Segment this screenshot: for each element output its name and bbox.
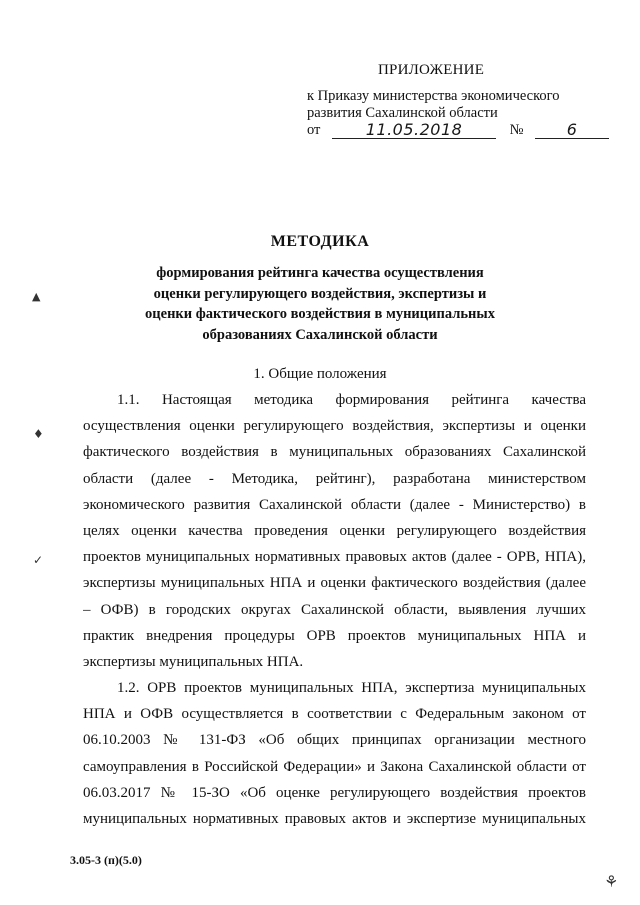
paragraph-line: экспертизы муниципальных НПА и оценки фактического воздействия (далее bbox=[83, 575, 586, 592]
paragraph-line: 06.03.2017 № 15-ЗО «Об оценке регулирующего воздействия проектов bbox=[83, 784, 586, 801]
subtitle-line-4: образованиях Сахалинской области bbox=[202, 326, 438, 343]
paragraph-line: 06.10.2003 № 131-ФЗ «Об общих принципах организации местного bbox=[83, 732, 586, 749]
paragraph-line: экономического развития Сахалинской области (далее - Министерство) в bbox=[83, 496, 586, 513]
subtitle-line-1: формирования рейтинга качества осуществления bbox=[156, 265, 484, 281]
paragraph-line: осуществления оценки регулирующего воздействия, экспертизы и оценки bbox=[83, 418, 586, 435]
paragraph-line: муниципальных нормативных правовых актов и экспертизе муниципальных bbox=[83, 810, 586, 827]
paragraph-1-2 bbox=[83, 675, 586, 832]
subtitle-line-3: оценки фактического воздействия в муниципальных bbox=[145, 306, 495, 322]
margin-mark: ♦ bbox=[33, 427, 44, 441]
paragraph-line: проектов муниципальных нормативных правовых актов (далее - ОРВ, НПА), bbox=[83, 549, 586, 566]
appendix-title: ПРИЛОЖЕНИЕ bbox=[378, 62, 485, 78]
order-date-row bbox=[307, 122, 609, 139]
document-subtitle bbox=[0, 263, 640, 345]
form-code: 3.05-3 (п)(5.0) bbox=[70, 853, 142, 867]
section-heading: 1. Общие положения bbox=[253, 366, 387, 382]
paragraph-1-1 bbox=[83, 387, 586, 675]
paragraph-line: практик внедрения процедуры ОРВ проектов муниципальных НПА и bbox=[83, 627, 586, 644]
document-title: МЕТОДИКА bbox=[270, 233, 370, 250]
number-field bbox=[535, 122, 609, 139]
date-field bbox=[332, 122, 496, 139]
paragraph-line: 1.1. Настоящая методика формирования рейтинга качества bbox=[117, 392, 586, 408]
appendix-line-1: к Приказу министерства экономического bbox=[307, 88, 560, 104]
paragraph-line: целях оценки качества проведения оценки регулирующего воздействия bbox=[83, 522, 586, 539]
appendix-line-2: развития Сахалинской области bbox=[307, 105, 498, 121]
paragraph-line: самоуправления в Российской Федерации» и Закона Сахалинской области от bbox=[83, 758, 586, 775]
date-prefix: от bbox=[307, 122, 321, 138]
corner-mark: ⚘ bbox=[604, 872, 619, 891]
margin-mark: ✓ bbox=[33, 553, 44, 567]
paragraph-line: области (далее - Методика, рейтинг), разработана министерством bbox=[83, 470, 586, 487]
number-handwritten: 6 bbox=[566, 120, 578, 139]
paragraph-line: – ОФВ) в городских округах Сахалинской области, выявления лучших bbox=[83, 601, 586, 618]
paragraph-line: фактического воздействия в муниципальных образованиях Сахалинской bbox=[83, 444, 586, 461]
number-prefix: № bbox=[509, 122, 524, 138]
paragraph-line: экспертизы муниципальных НПА. bbox=[83, 653, 304, 670]
paragraph-line: 1.2. ОРВ проектов муниципальных НПА, экспертиза муниципальных bbox=[117, 680, 586, 696]
paragraph-line: НПА и ОФВ осуществляется в соответствии с Федеральным законом от bbox=[83, 706, 586, 723]
date-handwritten: 11.05.2018 bbox=[365, 120, 463, 139]
subtitle-line-2: оценки регулирующего воздействия, экспертизы и bbox=[153, 285, 487, 302]
margin-mark: ▲ bbox=[32, 290, 41, 303]
